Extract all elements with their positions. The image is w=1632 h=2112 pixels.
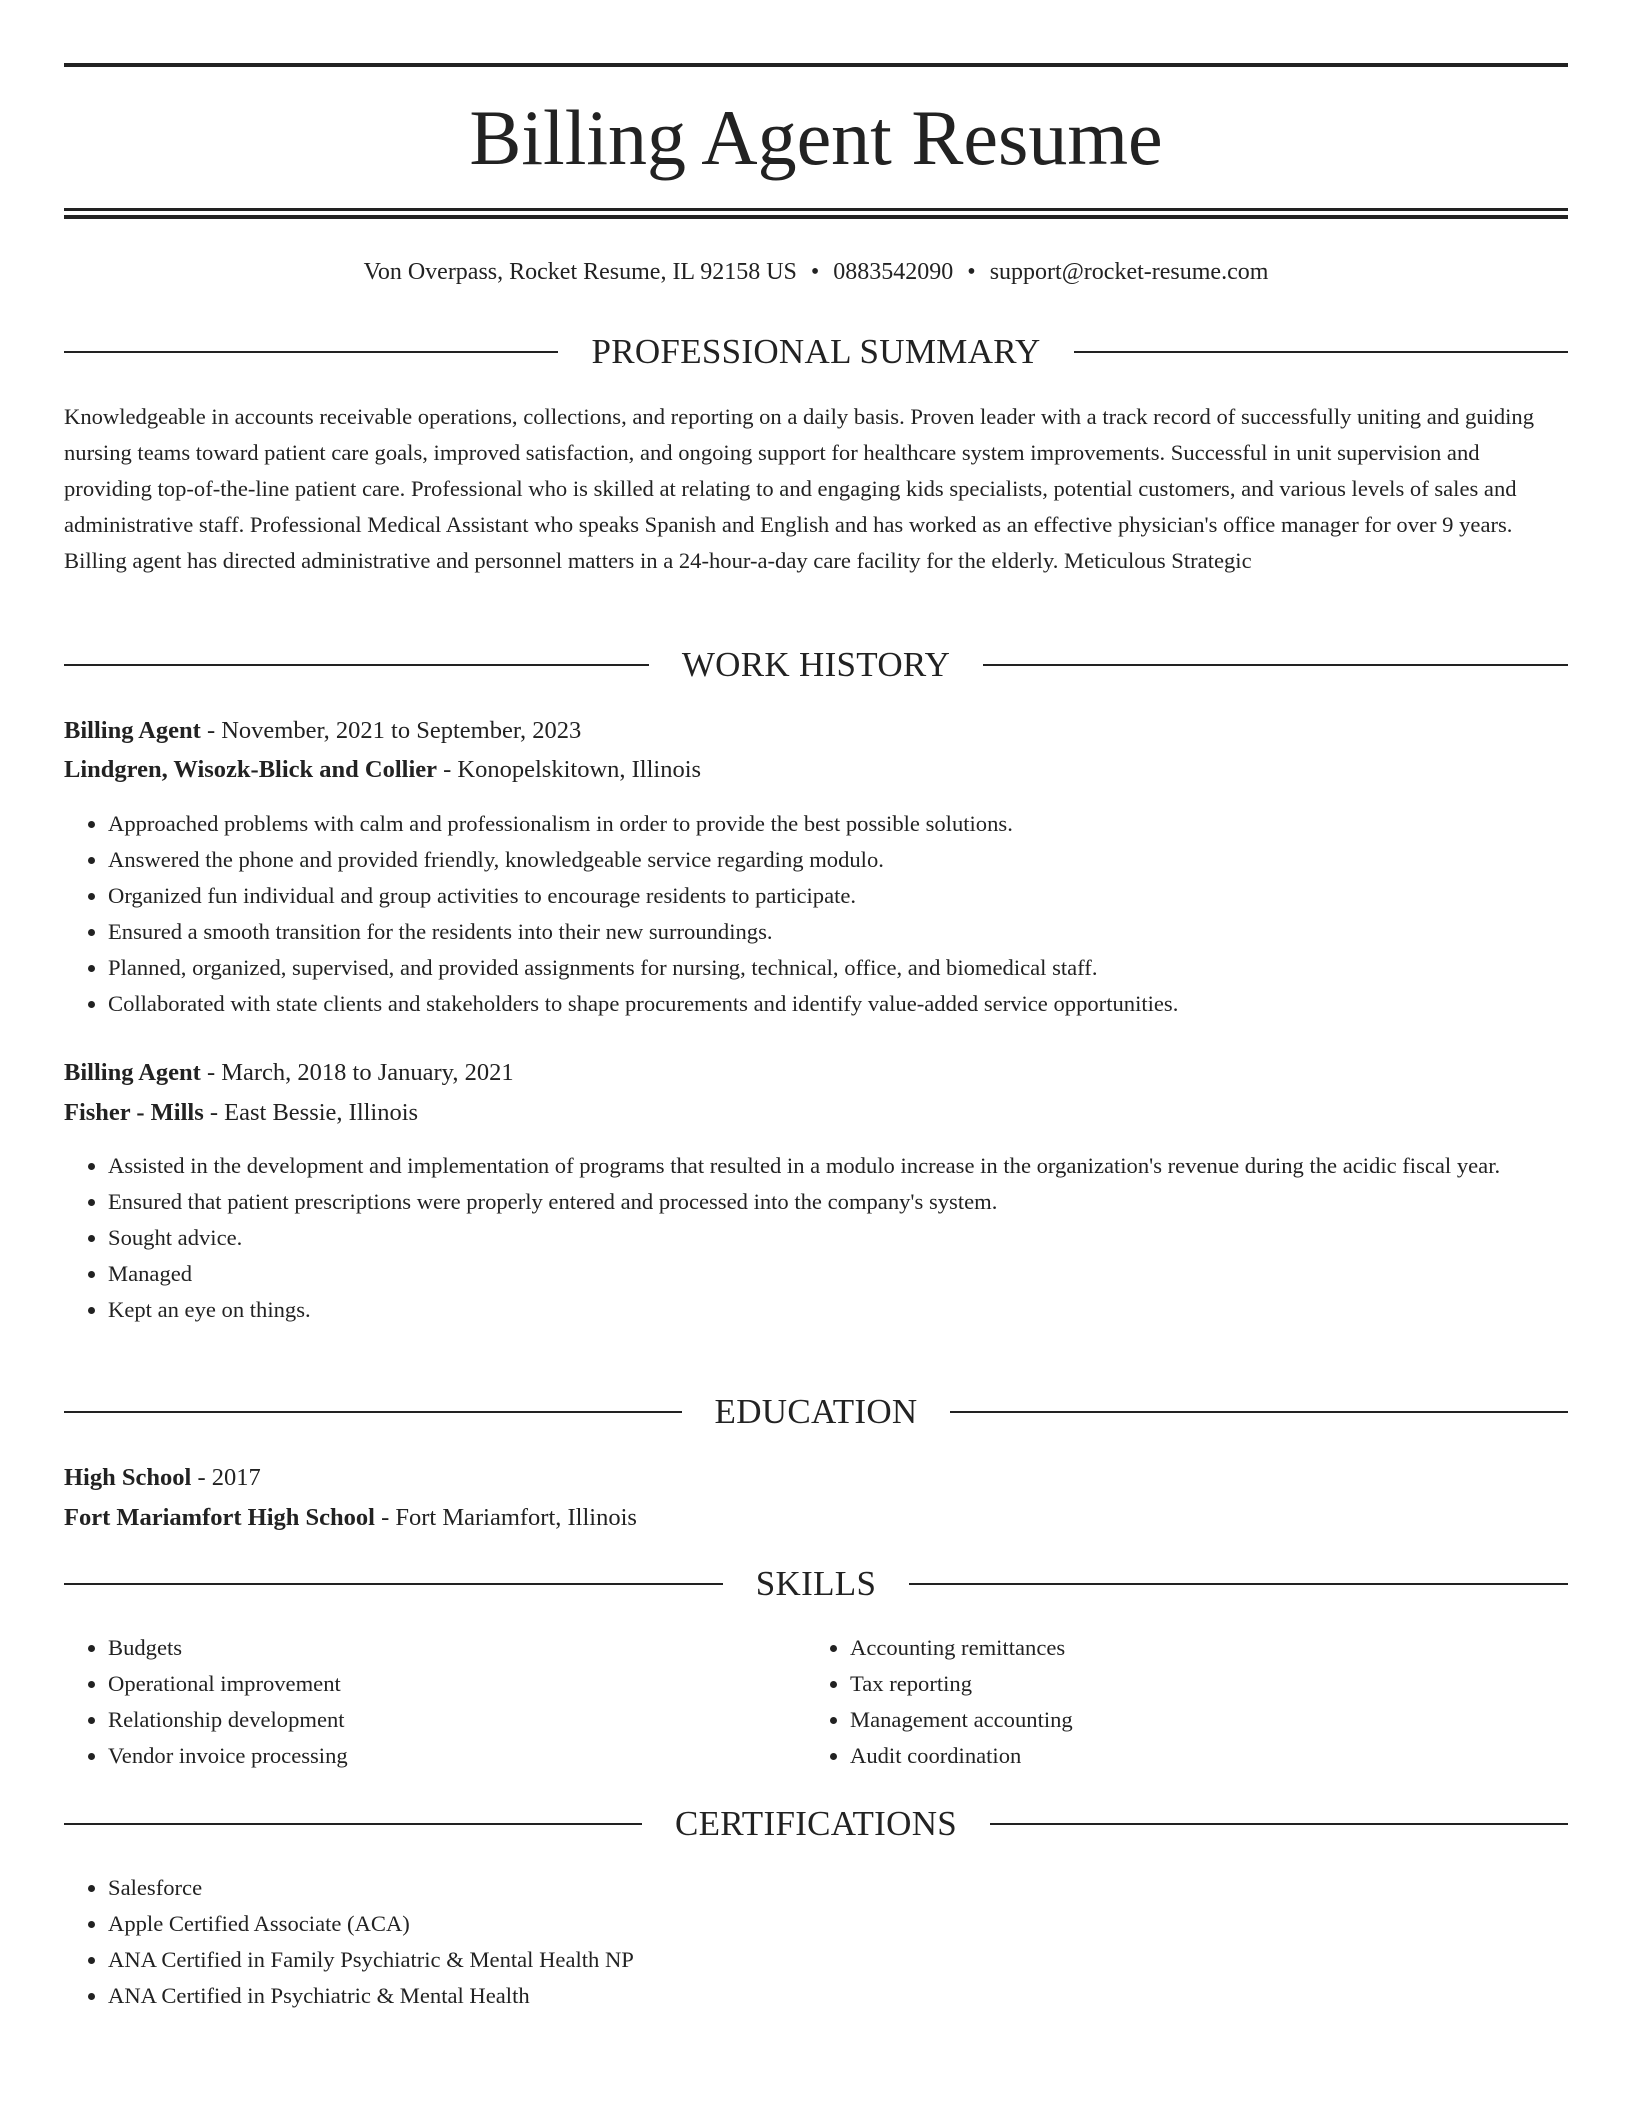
list-item: • Budgets (108, 1630, 764, 1666)
job-2-company: Fisher - Mills (64, 1099, 204, 1126)
list-item: • Organized fun individual and group activities to encourage residents to participate. (108, 878, 1568, 914)
list-item: • Management accounting (850, 1702, 1506, 1738)
section-rule (64, 1583, 723, 1585)
skills-list-right (806, 1630, 1506, 1774)
list-item: • Relationship development (108, 1702, 764, 1738)
section-title-education: EDUCATION (714, 1392, 918, 1431)
job-2-title-line (64, 1055, 1568, 1091)
section-title-certifications: CERTIFICATIONS (674, 1804, 958, 1843)
contact-address: Von Overpass, Rocket Resume, IL 92158 US (363, 259, 797, 285)
list-item: • Kept an eye on things. (108, 1292, 1568, 1328)
list-item: • Audit coordination (850, 1738, 1506, 1774)
job-1-dates: - November, 2021 to September, 2023 (200, 717, 582, 744)
list-item: • Operational improvement (108, 1666, 764, 1702)
title-rule-lower (64, 215, 1568, 219)
education-school: Fort Mariamfort High School (64, 1504, 375, 1531)
top-rule (64, 63, 1568, 67)
section-rule (1074, 351, 1568, 353)
contact-separator: • (967, 259, 976, 285)
section-rule (64, 1823, 642, 1825)
education-location: - Fort Mariamfort, Illinois (374, 1504, 637, 1531)
list-item: • Salesforce (108, 1870, 1568, 1906)
section-rule (64, 1411, 682, 1413)
section-header-education (64, 1390, 1568, 1434)
job-1-company: Lindgren, Wisozk-Blick and Collier (64, 756, 438, 783)
job-1-title-line (64, 713, 1568, 749)
education-year: - 2017 (191, 1464, 261, 1491)
list-item: • Accounting remittances (850, 1630, 1506, 1666)
section-header-summary (64, 330, 1568, 374)
section-rule (64, 664, 649, 666)
skills-list-left (64, 1630, 764, 1774)
list-item: • Sought advice. (108, 1220, 1568, 1256)
list-item: • Planned, organized, supervised, and provided assignments for nursing, technical, office, and biomedical staff. (108, 950, 1568, 986)
title-rule-upper (64, 208, 1568, 211)
job-1-company-line (64, 752, 1568, 788)
job-2-role: Billing Agent (64, 1059, 201, 1086)
certifications-list (64, 1870, 1568, 2014)
job-2-company-line (64, 1095, 1568, 1131)
section-title-skills: SKILLS (755, 1564, 877, 1603)
list-item: • Answered the phone and provided friendly, knowledgeable service regarding modulo. (108, 842, 1568, 878)
section-rule (64, 351, 558, 353)
section-rule (983, 664, 1568, 666)
list-item: • Collaborated with state clients and stakeholders to shape procurements and identify value-added service opportunities. (108, 986, 1568, 1022)
list-item: • Ensured a smooth transition for the residents into their new surroundings. (108, 914, 1568, 950)
list-item: • Managed (108, 1256, 1568, 1292)
list-item: • Apple Certified Associate (ACA) (108, 1906, 1568, 1942)
list-item: • Approached problems with calm and professionalism in order to provide the best possible solutions. (108, 806, 1568, 842)
job-2-location: - East Bessie, Illinois (203, 1099, 419, 1126)
section-rule (909, 1583, 1568, 1585)
contact-email: support@rocket-resume.com (989, 259, 1269, 285)
job-1-bullets (64, 806, 1568, 1022)
list-item: • Vendor invoice processing (108, 1738, 764, 1774)
job-1-role: Billing Agent (64, 717, 201, 744)
job-1-location: - Konopelskitown, Illinois (437, 756, 702, 783)
job-2-dates: - March, 2018 to January, 2021 (200, 1059, 514, 1086)
list-item: • ANA Certified in Family Psychiatric & Mental Health NP (108, 1942, 1568, 1978)
section-rule (950, 1411, 1568, 1413)
contact-phone: 0883542090 (833, 259, 954, 285)
list-item: • Ensured that patient prescriptions were properly entered and processed into the company's system. (108, 1184, 1568, 1220)
summary-text: Knowledgeable in accounts receivable operations, collections, and reporting on a daily basis. Proven leader with a track record of successfully uniting and guiding nursing teams toward patient care goals, improved satisfaction, and ongoing support for healthcare system improvements. Successful in unit supervision and providing top-of-the-line patient care. Professional who is skilled at relating to and engaging kids specialists, potential customers, and various levels of sales and administrative staff. Professional Medical Assistant who speaks Spanish and English and has worked as an effective physician's office manager for over 9 years. Billing agent has directed administrative and personnel matters in a 24-hour-a-day care facility for the elderly. Meticulous Strategic (64, 404, 1535, 573)
section-title-work: WORK HISTORY (681, 645, 951, 684)
contact-line (64, 254, 1568, 290)
section-header-certifications (64, 1802, 1568, 1846)
resume-title: Billing Agent Resume (469, 94, 1163, 181)
section-header-skills (64, 1562, 1568, 1606)
job-2-bullets (64, 1148, 1568, 1328)
list-item: • Assisted in the development and implementation of programs that resulted in a modulo increase in the organization's revenue during the acidic fiscal year. (108, 1148, 1568, 1184)
section-title-summary: PROFESSIONAL SUMMARY (591, 332, 1041, 371)
contact-separator: • (810, 259, 820, 285)
section-header-work (64, 643, 1568, 687)
education-degree: High School (64, 1464, 192, 1491)
section-rule (990, 1823, 1568, 1825)
list-item: • Tax reporting (850, 1666, 1506, 1702)
list-item: • ANA Certified in Psychiatric & Mental Health (108, 1978, 1568, 2014)
education-school-line (64, 1500, 1568, 1536)
education-degree-line (64, 1460, 1568, 1496)
